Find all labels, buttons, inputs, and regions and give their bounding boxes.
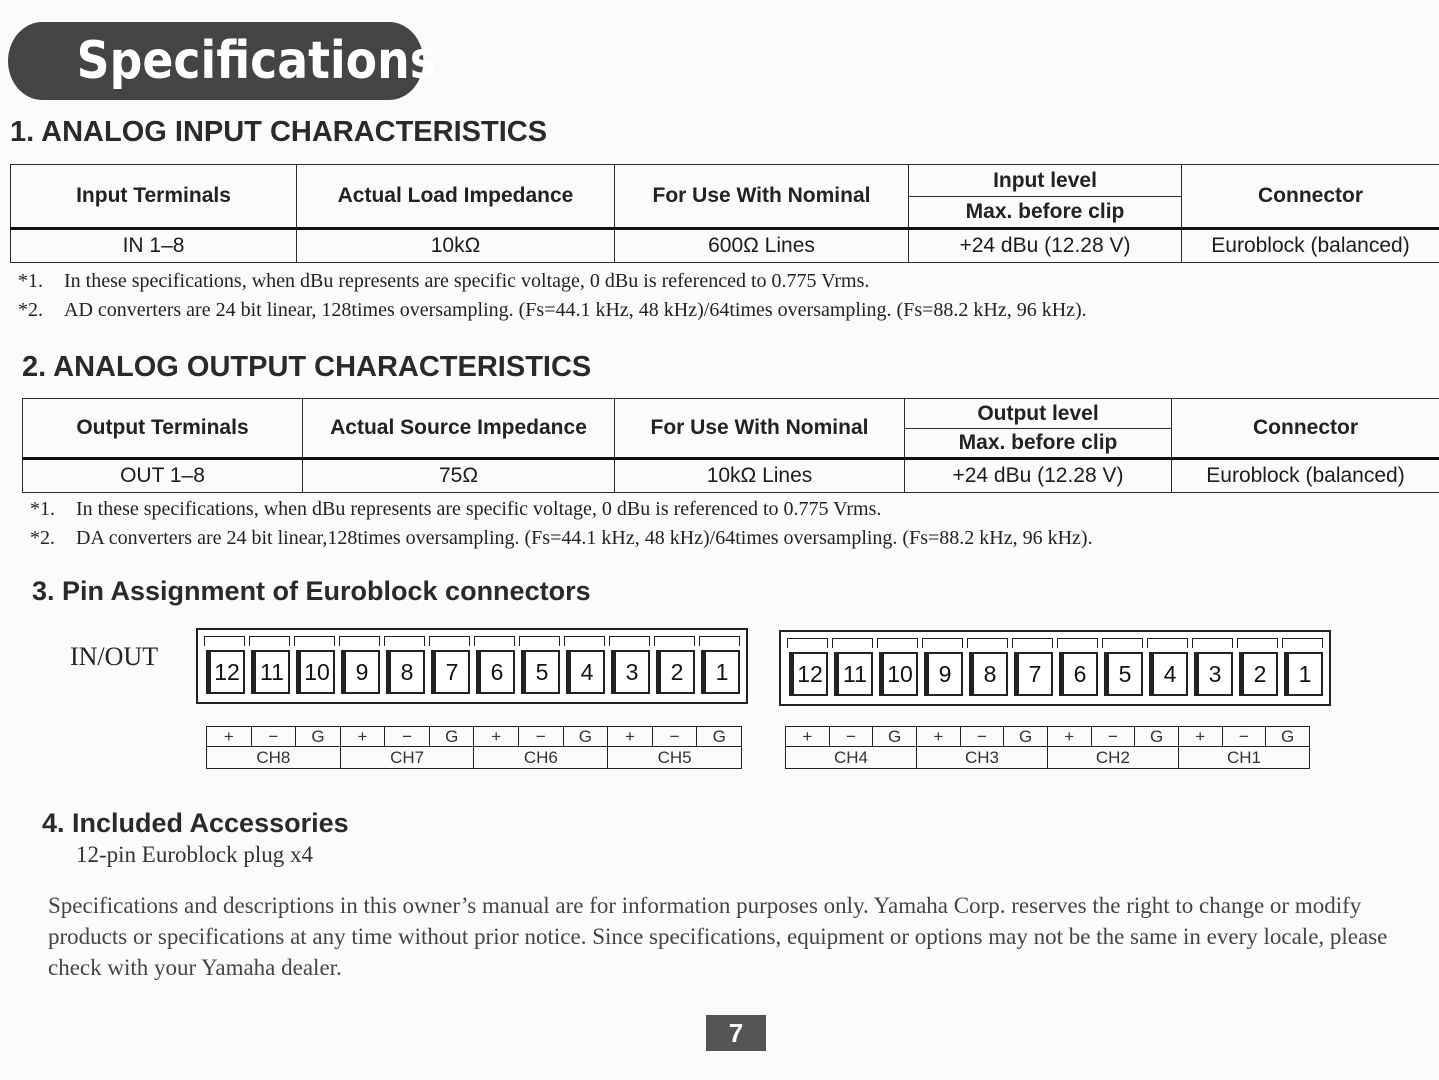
- connector-pin: [830, 638, 875, 700]
- pin-number: 1: [1284, 652, 1323, 696]
- pin-signal-label: G: [1135, 727, 1179, 747]
- value-nominal: 10kΩ Lines: [615, 459, 905, 493]
- pin-tab: [249, 636, 290, 646]
- accessory-item: 12-pin Euroblock plug x4: [76, 842, 313, 867]
- connector-pin: [427, 636, 472, 698]
- pin-tab: [967, 638, 1008, 648]
- pin-number: 12: [789, 652, 828, 696]
- pin-number: 1: [701, 650, 740, 694]
- connector-pin: [607, 636, 652, 698]
- pin-signal-label: +: [1178, 727, 1222, 747]
- pin-tab: [877, 638, 918, 648]
- section2-heading: 2. ANALOG OUTPUT CHARACTERISTICS: [22, 351, 592, 383]
- header-max-before-clip: Max. before clip: [905, 429, 1172, 459]
- connector-pin: [652, 636, 697, 698]
- pin-number: 7: [1014, 652, 1053, 696]
- pin-tab: [609, 636, 650, 646]
- euroblock-connector-left: [196, 628, 748, 704]
- pin-signal-label: G: [1266, 727, 1310, 747]
- pin-tab: [1237, 638, 1278, 648]
- disclaimer-text: Specifications and descriptions in this owner’s manual are for information purposes only. Yamaha Corp. reserves the right to change or modify products or specifications at any time without prior notice. Since specifications, equipment or options may not be the same in every locale, please check with your Yamaha dealer.: [48, 893, 1388, 980]
- section1-note-1: *1. In these specifications, when dBu represents are specific voltage, 0 dBu is referenced to 0.775 Vrms.: [18, 270, 870, 292]
- channel-label: CH8: [207, 747, 341, 769]
- pin-signal-label: −: [829, 727, 873, 747]
- pin-number: 2: [1239, 652, 1278, 696]
- value-level: +24 dBu (12.28 V): [909, 229, 1182, 263]
- connector-pin: [1280, 638, 1325, 700]
- header-output-terminals: Output Terminals: [23, 399, 303, 459]
- header-nominal: For Use With Nominal: [615, 165, 909, 229]
- pin-number: 8: [969, 652, 1008, 696]
- pin-labels-right: [785, 726, 1310, 769]
- pin-tab: [699, 636, 740, 646]
- pin-number: 3: [611, 650, 650, 694]
- header-connector: Connector: [1172, 399, 1439, 459]
- pin-number: 7: [431, 650, 470, 694]
- connector-pin: [517, 636, 562, 698]
- pin-number: 8: [386, 650, 425, 694]
- pin-signal-label: +: [916, 727, 960, 747]
- connector-pin: [1190, 638, 1235, 700]
- value-connector: Euroblock (balanced): [1182, 229, 1439, 263]
- pin-number: 5: [1104, 652, 1143, 696]
- pin-number: 4: [566, 650, 605, 694]
- connector-pin: [920, 638, 965, 700]
- channel-label: CH3: [916, 747, 1047, 769]
- header-source-impedance: Actual Source Impedance: [303, 399, 615, 459]
- channel-label: CH6: [474, 747, 608, 769]
- page-banner: Specifications: [8, 22, 423, 100]
- pin-tab: [519, 636, 560, 646]
- section3-heading: 3. Pin Assignment of Euroblock connectors: [32, 576, 591, 606]
- pin-tab: [474, 636, 515, 646]
- section2-note-1: *1. In these specifications, when dBu represents are specific voltage, 0 dBu is referenced to 0.775 Vrms.: [30, 498, 882, 520]
- pin-signal-label: −: [251, 727, 296, 747]
- value-terminals: IN 1–8: [11, 229, 297, 263]
- pin-number: 4: [1149, 652, 1188, 696]
- value-level: +24 dBu (12.28 V): [905, 459, 1172, 493]
- connector-pin: [247, 636, 292, 698]
- channel-label: CH7: [340, 747, 474, 769]
- connector-pin: [1055, 638, 1100, 700]
- section1-note-2: *2. AD converters are 24 bit linear, 128times oversampling. (Fs=44.1 kHz, 48 kHz)/64times oversampling. (Fs=88.2 kHz, 96 kHz).: [18, 299, 1087, 321]
- header-connector: Connector: [1182, 165, 1439, 229]
- pin-number: 10: [879, 652, 918, 696]
- connector-pin: [1145, 638, 1190, 700]
- pin-signal-label: G: [697, 727, 742, 747]
- header-load-impedance: Actual Load Impedance: [297, 165, 615, 229]
- pin-number: 9: [924, 652, 963, 696]
- connector-pin: [1100, 638, 1145, 700]
- input-table: [10, 164, 1439, 263]
- pin-number: 5: [521, 650, 560, 694]
- pin-signal-label: +: [608, 727, 653, 747]
- pin-tab: [787, 638, 828, 648]
- connector-pin: [337, 636, 382, 698]
- connector-pin: [965, 638, 1010, 700]
- pin-signal-label: G: [873, 727, 917, 747]
- pin-tab: [922, 638, 963, 648]
- pin-tab: [429, 636, 470, 646]
- pin-tab: [384, 636, 425, 646]
- page-number: 7: [706, 1015, 766, 1051]
- section1-heading: 1. ANALOG INPUT CHARACTERISTICS: [10, 116, 548, 148]
- output-table: [22, 398, 1439, 493]
- pin-signal-label: +: [1047, 727, 1091, 747]
- pin-tab: [204, 636, 245, 646]
- pin-tab: [1012, 638, 1053, 648]
- channel-label: CH5: [608, 747, 742, 769]
- inout-label: IN/OUT: [70, 642, 159, 671]
- section4-heading: 4. Included Accessories: [42, 808, 349, 838]
- pin-signal-label: +: [340, 727, 385, 747]
- pin-number: 12: [206, 650, 245, 694]
- value-impedance: 10kΩ: [297, 229, 615, 263]
- pin-signal-label: +: [207, 727, 252, 747]
- header-input-terminals: Input Terminals: [11, 165, 297, 229]
- pin-signal-label: +: [474, 727, 519, 747]
- connector-pin: [1235, 638, 1280, 700]
- pin-tab: [564, 636, 605, 646]
- pin-signal-label: −: [1222, 727, 1266, 747]
- connector-pin: [472, 636, 517, 698]
- header-output-level: Output level: [905, 399, 1172, 429]
- pin-signal-label: −: [385, 727, 430, 747]
- connector-pin: [202, 636, 247, 698]
- pin-signal-label: G: [296, 727, 341, 747]
- value-nominal: 600Ω Lines: [615, 229, 909, 263]
- pin-tab: [1057, 638, 1098, 648]
- pin-number: 11: [251, 650, 290, 694]
- pin-tab: [339, 636, 380, 646]
- value-connector: Euroblock (balanced): [1172, 459, 1439, 493]
- pin-signal-label: −: [1091, 727, 1135, 747]
- pin-signal-label: G: [563, 727, 608, 747]
- pin-signal-label: G: [429, 727, 474, 747]
- header-nominal: For Use With Nominal: [615, 399, 905, 459]
- pin-tab: [1102, 638, 1143, 648]
- pin-signal-label: +: [786, 727, 830, 747]
- pin-number: 10: [296, 650, 335, 694]
- connector-pin: [875, 638, 920, 700]
- connector-pin: [1010, 638, 1055, 700]
- pin-number: 6: [476, 650, 515, 694]
- pin-number: 3: [1194, 652, 1233, 696]
- section2-note-2: *2. DA converters are 24 bit linear,128times oversampling. (Fs=44.1 kHz, 48 kHz)/64times oversampling. (Fs=88.2 kHz, 96 kHz).: [30, 527, 1093, 549]
- connector-pin: [562, 636, 607, 698]
- connector-pin: [697, 636, 742, 698]
- pin-number: 9: [341, 650, 380, 694]
- euroblock-connector-right: [779, 630, 1331, 706]
- channel-label: CH2: [1047, 747, 1178, 769]
- pin-number: 11: [834, 652, 873, 696]
- pin-signal-label: −: [960, 727, 1004, 747]
- pin-labels-left: [206, 726, 742, 769]
- channel-label: CH4: [786, 747, 917, 769]
- connector-pin: [292, 636, 337, 698]
- pin-tab: [1282, 638, 1323, 648]
- pin-tab: [654, 636, 695, 646]
- header-input-level: Input level: [909, 165, 1182, 197]
- pin-tab: [1147, 638, 1188, 648]
- value-terminals: OUT 1–8: [23, 459, 303, 493]
- pin-signal-label: −: [652, 727, 697, 747]
- connector-pin: [382, 636, 427, 698]
- pin-number: 6: [1059, 652, 1098, 696]
- pin-signal-label: −: [519, 727, 564, 747]
- pin-tab: [294, 636, 335, 646]
- pin-tab: [832, 638, 873, 648]
- value-impedance: 75Ω: [303, 459, 615, 493]
- header-max-before-clip: Max. before clip: [909, 197, 1182, 229]
- channel-label: CH1: [1178, 747, 1309, 769]
- pin-number: 2: [656, 650, 695, 694]
- connector-pin: [785, 638, 830, 700]
- pin-tab: [1192, 638, 1233, 648]
- pin-signal-label: G: [1004, 727, 1048, 747]
